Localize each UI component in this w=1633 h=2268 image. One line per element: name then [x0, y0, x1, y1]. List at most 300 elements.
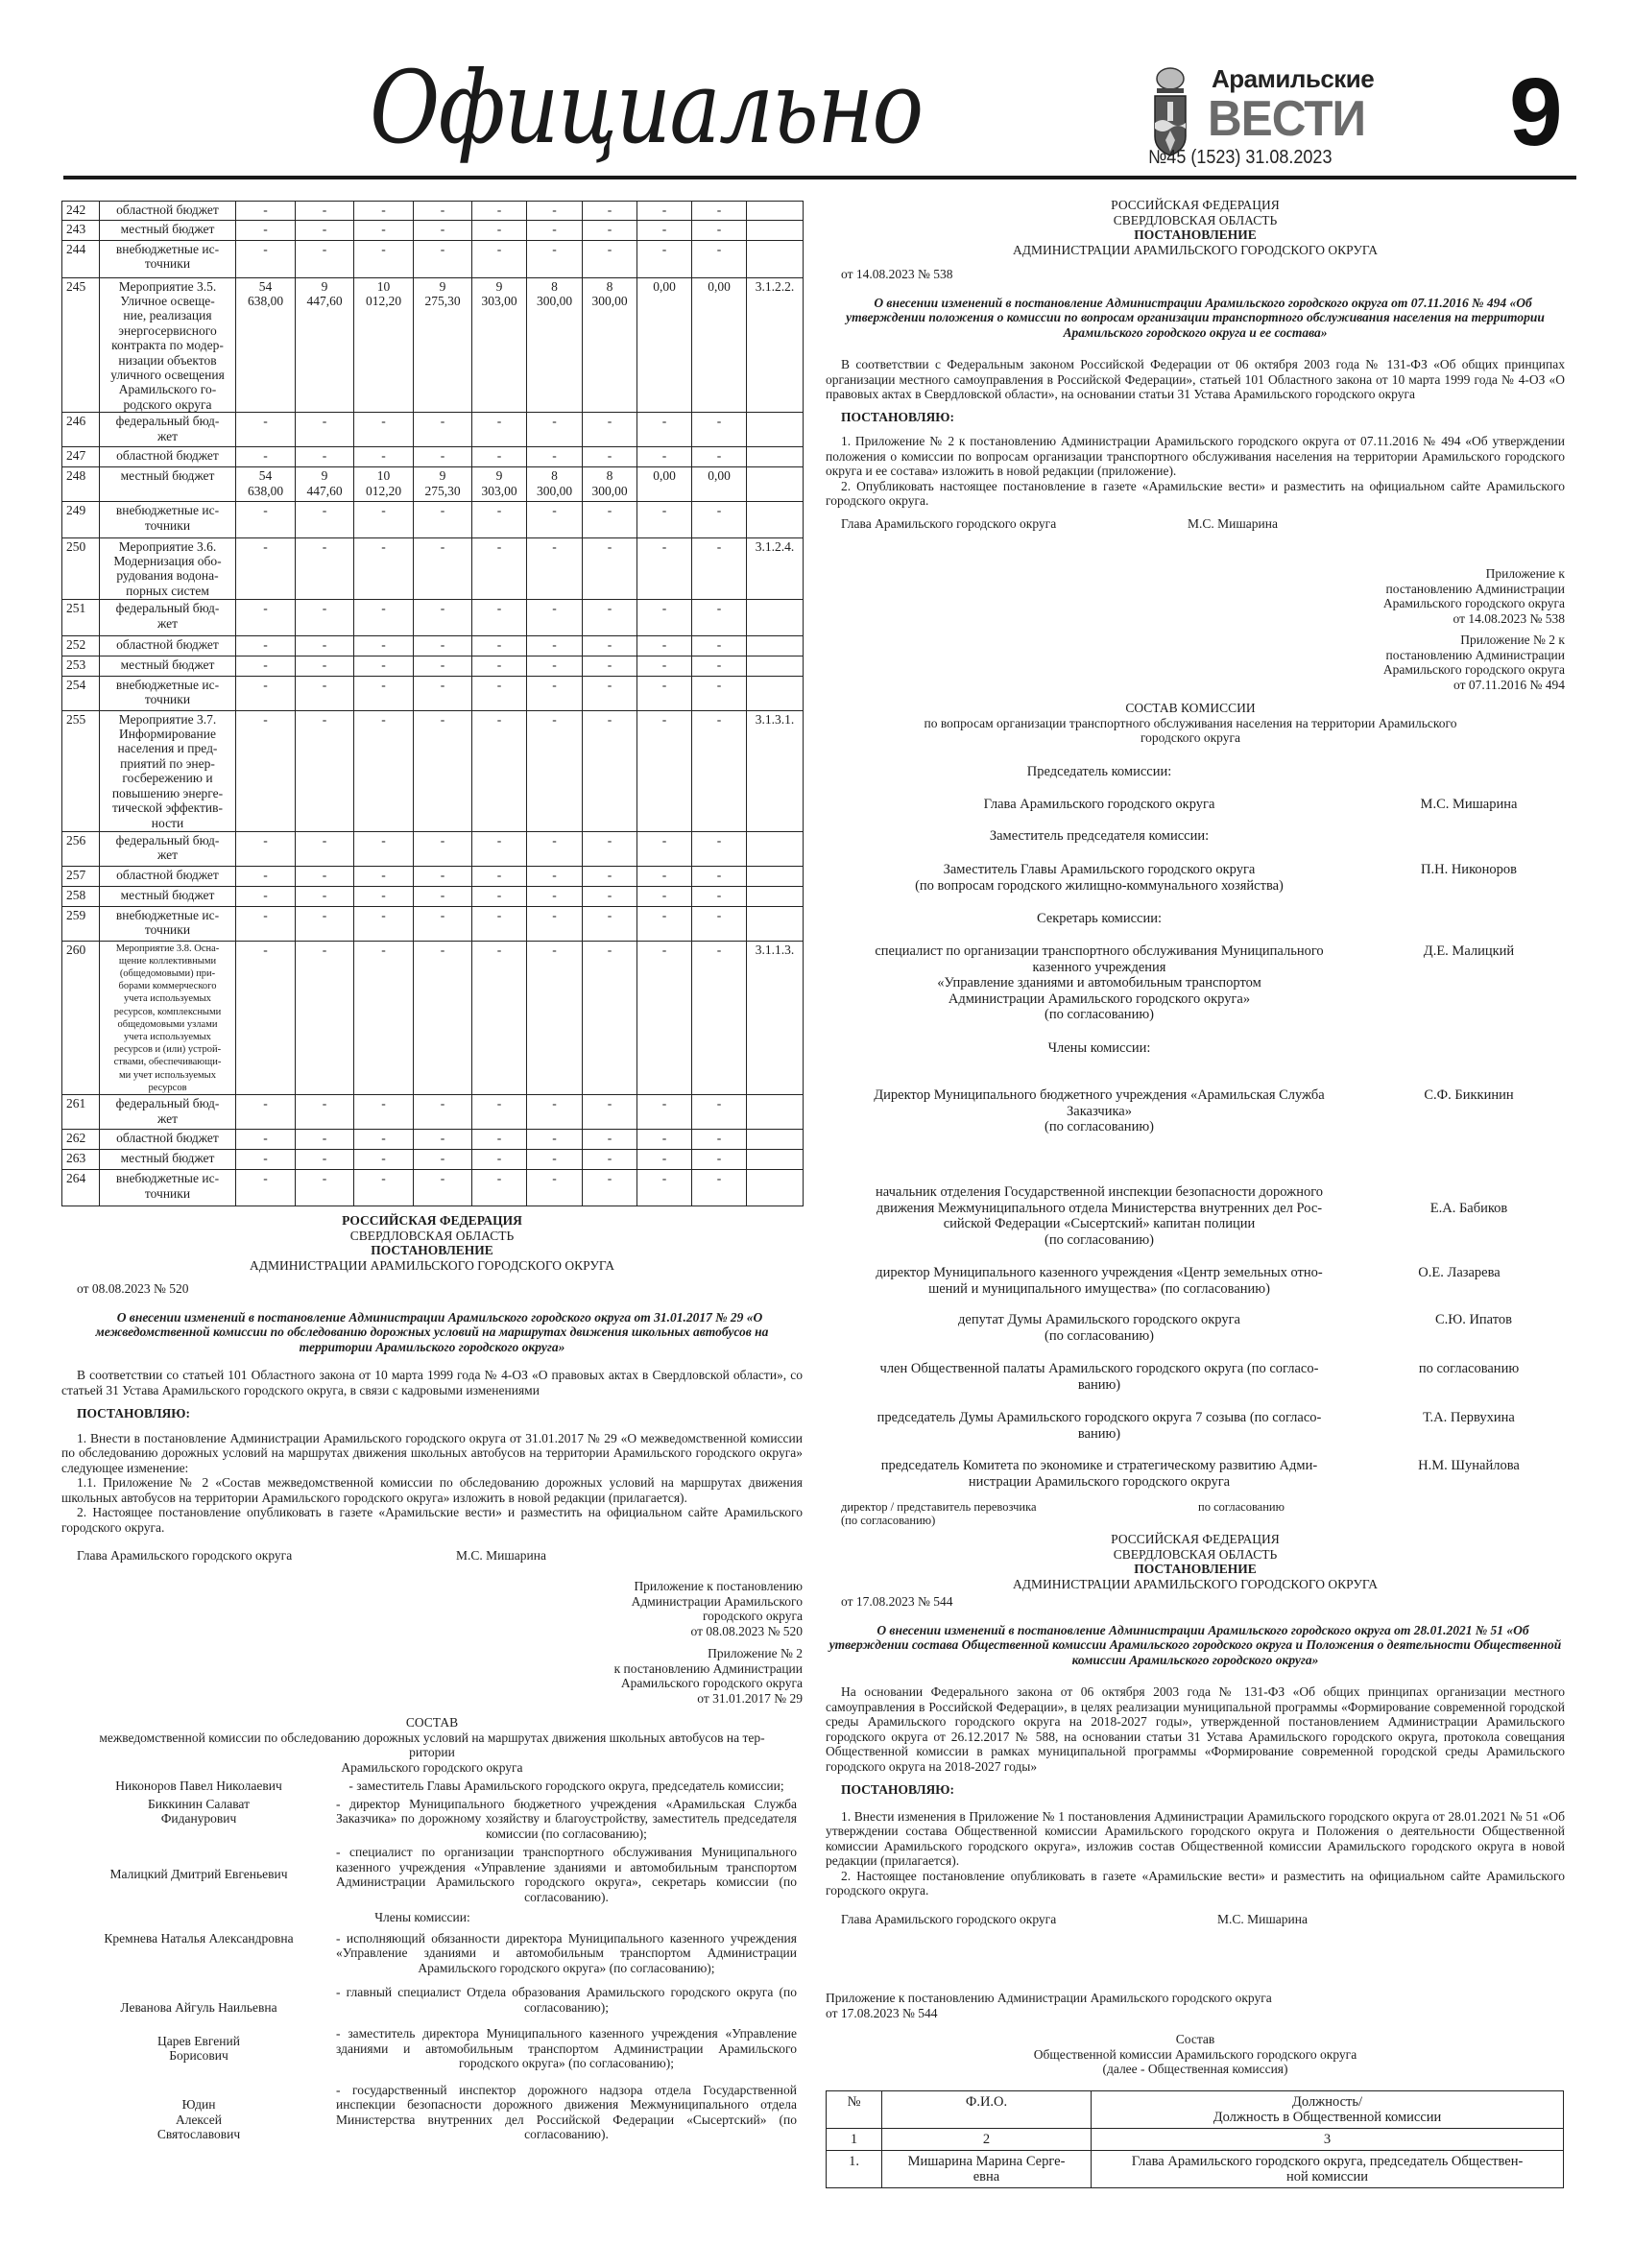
label-members: Члены комиссии:	[1047, 1040, 1151, 1056]
row-value: -	[583, 676, 637, 710]
row-value: 8 300,00	[583, 277, 637, 413]
heading-region: СВЕРДЛОВСКАЯ ОБЛАСТЬ	[1113, 212, 1278, 227]
row-value: -	[236, 676, 296, 710]
column-header: Должность/ Должность в Общественной комиссии	[1092, 2091, 1564, 2129]
entry-name: по согласованию	[1418, 1361, 1520, 1376]
row-value: -	[583, 1130, 637, 1150]
row-value: -	[583, 866, 637, 886]
row-value: -	[583, 220, 637, 240]
appendix-line: Арамильского городского округа	[620, 1676, 803, 1690]
row-value: 10 012,20	[354, 277, 414, 413]
row-value: -	[296, 941, 354, 1095]
row-name: внебюджетные ис- точники	[100, 676, 236, 710]
row-value: -	[637, 240, 692, 277]
row-value: -	[527, 941, 583, 1095]
row-value: 9 275,30	[414, 277, 472, 413]
entry-name: Т.А. Первухина	[1423, 1410, 1515, 1425]
row-code	[747, 1150, 804, 1170]
column-number: 3	[1092, 2129, 1564, 2151]
entry-role: председатель Думы Арамильского городского округа 7 созыва (по согласо- ванию)	[877, 1410, 1322, 1442]
doc538-preamble: В соответствии с Федеральным законом Российской Федерации от 06 октября 2003 года № 131-ФЗ «Об общих принципах организации местного самоуправления в Российской Федерации», статьей 101 Областного закона от 10 марта 1999 года № 4-ОЗ «О правовых актах в Свердловской области», на основании статьи 31 Устава Арамильского городского округа	[826, 357, 1565, 401]
row-number: 242	[62, 202, 100, 221]
member-role: - специалист по организации транспортного обслуживания Муниципального казенного учреждения «Управление зданиями и автомобильным транспортом Администрации Арамильского городского округа», секретарь комиссии (по согласованию).	[336, 1845, 797, 1904]
row-value: -	[637, 1150, 692, 1170]
doc520-date: от 08.08.2023 № 520	[77, 1281, 189, 1296]
doc538-item-2: 2. Опубликовать настоящее постановление в газете «Арамильские вести» и разместить на официальном сайте Арамильского городского округа.	[826, 478, 1565, 508]
composition-subtitle: Общественной комиссии Арамильского городского округа	[1033, 2046, 1357, 2062]
appendix-line: от 14.08.2023 № 538	[1453, 610, 1565, 626]
appendix-line: Арамильского городского округа	[1382, 662, 1565, 677]
row-value: -	[472, 1130, 527, 1150]
row-value: -	[354, 831, 414, 866]
row-value: -	[414, 220, 472, 240]
row-code	[747, 1095, 804, 1130]
row-value: -	[527, 240, 583, 277]
entry-role: начальник отделения Государственной инспекции безопасности дорожного движения Межмуниципального отдела Министерства внутренних дел Рос- сийской Федерации «Сысертский» капитан полиции (по согласованию)	[875, 1184, 1324, 1248]
heading-country: РОССИЙСКАЯ ФЕДЕРАЦИЯ	[342, 1213, 522, 1228]
row-value: -	[296, 202, 354, 221]
row-value: -	[583, 941, 637, 1095]
label-chair: Председатель комиссии:	[1026, 764, 1172, 779]
doc520-title: О внесении изменений в постановление Администрации Арамильского городского округа от 31.01.2017 № 29 «О межведомственной комиссии по обследованию дорожных условий на маршрутах движения школьных автобусов на территории Арамильского городского округа»	[95, 1309, 769, 1354]
appendix-line: городского округа	[702, 1609, 803, 1623]
member-row	[61, 1845, 803, 1904]
entry-role: председатель Комитета по экономике и стратегическому развитию Адми- нистрации Арамильского городского округа	[880, 1458, 1318, 1490]
row-value: -	[296, 886, 354, 906]
row-name: местный бюджет	[100, 467, 236, 502]
heading-doc-type: ПОСТАНОВЛЕНИЕ	[371, 1243, 493, 1257]
doc544-sign-name: М.С. Мишарина	[1217, 1911, 1308, 1926]
row-value: -	[583, 886, 637, 906]
doc538-item-1: 1. Приложение № 2 к постановлению Администрации Арамильского городского округа от 07.11.2016 № 494 «Об утверждении положения о комиссии по вопросам организации транспортного обслуживания населения на территории Арамильского городского округа и ее состава» изложить в новой редакции (приложение).	[826, 434, 1565, 478]
doc538-items	[826, 434, 1565, 509]
appendix-line: Приложение к	[1485, 566, 1565, 581]
entry-role: Заместитель Главы Арамильского городского округа (по вопросам городского жилищно-коммунального хозяйства)	[915, 862, 1284, 894]
doc520-items	[61, 1431, 803, 1536]
table-row	[62, 676, 804, 710]
row-value: -	[236, 886, 296, 906]
header-rule	[63, 176, 1576, 179]
doc538-composition-heading	[864, 701, 1517, 746]
row-value: -	[527, 710, 583, 831]
doc544-items	[826, 1809, 1565, 1898]
row-name: местный бюджет	[100, 1150, 236, 1170]
row-code	[747, 502, 804, 538]
row-value: -	[637, 537, 692, 600]
row-number: 250	[62, 537, 100, 600]
member-row	[61, 2026, 803, 2071]
row-value: -	[236, 413, 296, 447]
doc544-resolve: ПОСТАНОВЛЯЮ:	[841, 1782, 954, 1797]
member-name: Кремнева Наталья Александровна	[104, 1930, 294, 1946]
row-value: 9 275,30	[414, 467, 472, 502]
member-role: - главный специалист Отдела образования Арамильского городского округа (по согласованию);	[336, 1985, 797, 2015]
row-value: -	[692, 1150, 747, 1170]
row-value: -	[236, 240, 296, 277]
row-value: -	[354, 635, 414, 656]
member-name: Леванова Айгуль Наильевна	[120, 1999, 277, 2015]
row-value: -	[296, 831, 354, 866]
row-value: -	[692, 866, 747, 886]
table-header-row	[827, 2091, 1564, 2129]
row-code	[747, 600, 804, 636]
composition-subtitle: ритории	[409, 1745, 455, 1759]
row-number: 252	[62, 635, 100, 656]
row-value: -	[472, 941, 527, 1095]
row-value: -	[527, 906, 583, 941]
row-value: -	[414, 676, 472, 710]
doc538-title: О внесении изменений в постановление Администрации Арамильского городского округа от 07.11.2016 № 494 «Об утверждении положения о комиссии по вопросам организации транспортного обслуживания населения на территории Арамильского городского округа и ее состава»	[846, 295, 1545, 340]
row-value: -	[583, 831, 637, 866]
row-value: -	[472, 886, 527, 906]
budget-table	[61, 201, 804, 1206]
row-code	[747, 1170, 804, 1206]
row-value: -	[236, 941, 296, 1095]
appendix-line: Арамильского городского округа	[1382, 596, 1565, 610]
table-row	[62, 413, 804, 447]
row-name: федеральный бюд- жет	[100, 831, 236, 866]
row-value: -	[414, 202, 472, 221]
row-value: -	[236, 656, 296, 676]
row-value: -	[414, 447, 472, 467]
row-value: 0,00	[692, 277, 747, 413]
section-title: Официально	[370, 49, 923, 166]
row-value: -	[583, 656, 637, 676]
row-code	[747, 886, 804, 906]
row-code	[747, 906, 804, 941]
row-value: -	[472, 710, 527, 831]
row-name: местный бюджет	[100, 656, 236, 676]
row-value: -	[472, 1170, 527, 1206]
member-row	[61, 1985, 803, 2015]
composition-subtitle: (далее - Общественная комиссия)	[1102, 2062, 1288, 2076]
row-value: -	[296, 1095, 354, 1130]
member-name: Царев Евгений Борисович	[157, 2033, 240, 2064]
row-value: -	[296, 600, 354, 636]
row-value: -	[637, 941, 692, 1095]
row-value: 0,00	[637, 467, 692, 502]
table-row	[62, 1170, 804, 1206]
table-cell: Мишарина Марина Серге- евна	[882, 2151, 1092, 2188]
member-name: Биккинин Салават Фиданурович	[148, 1796, 250, 1826]
table-row	[62, 941, 804, 1095]
row-value: -	[414, 1130, 472, 1150]
row-name: областной бюджет	[100, 1130, 236, 1150]
heading-doc-type: ПОСТАНОВЛЕНИЕ	[1134, 227, 1257, 242]
row-value: -	[354, 220, 414, 240]
row-number: 254	[62, 676, 100, 710]
row-value: -	[414, 866, 472, 886]
row-value: -	[583, 240, 637, 277]
row-value: -	[236, 447, 296, 467]
row-value: -	[354, 941, 414, 1095]
row-value: -	[527, 1095, 583, 1130]
row-code	[747, 866, 804, 886]
row-value: -	[692, 220, 747, 240]
column-header: №	[827, 2091, 882, 2129]
row-value: -	[236, 866, 296, 886]
row-value: -	[472, 537, 527, 600]
row-number: 245	[62, 277, 100, 413]
row-code: 3.1.2.4.	[747, 537, 804, 600]
row-value: -	[692, 941, 747, 1095]
row-value: -	[637, 635, 692, 656]
doc520-preamble: В соответствии со статьей 101 Областного закона от 10 марта 1999 года № 4-ОЗ «О правовых актах в Свердловской области», со статьей 31 Устава Арамильского городского округа, в связи с кадровыми изменениями	[61, 1368, 803, 1397]
row-code	[747, 413, 804, 447]
row-value: -	[637, 502, 692, 538]
row-value: -	[472, 831, 527, 866]
appendix-line: от 08.08.2023 № 520	[690, 1623, 803, 1638]
row-value: 9 303,00	[472, 277, 527, 413]
row-value: -	[583, 447, 637, 467]
appendix-line: к постановлению Администрации	[613, 1660, 803, 1676]
row-value: -	[296, 710, 354, 831]
appendix-line: от 31.01.2017 № 29	[697, 1690, 803, 1706]
row-value: -	[236, 1150, 296, 1170]
row-value: -	[236, 600, 296, 636]
table-row	[62, 1130, 804, 1150]
entry-name: О.Е. Лазарева	[1418, 1265, 1501, 1280]
row-value: 0,00	[637, 277, 692, 413]
row-value: -	[472, 502, 527, 538]
row-value: -	[354, 676, 414, 710]
newspaper-logo-top: Арамильские	[1212, 64, 1375, 93]
appendix-line: постановлению Администрации	[1385, 581, 1565, 596]
row-value: -	[472, 866, 527, 886]
row-value: -	[236, 220, 296, 240]
row-value: -	[354, 537, 414, 600]
members-heading: Члены комиссии:	[374, 1910, 470, 1924]
member-role: - заместитель Главы Арамильского городского округа, председатель комиссии;	[348, 1779, 784, 1793]
doc520-appendix-2	[419, 1646, 803, 1706]
row-value: -	[583, 413, 637, 447]
doc544-body	[826, 1594, 1565, 1926]
row-number: 263	[62, 1150, 100, 1170]
table-row	[62, 600, 804, 636]
row-value: -	[527, 1150, 583, 1170]
row-code	[747, 467, 804, 502]
doc520-sign-name: М.С. Мишарина	[456, 1548, 546, 1563]
doc538-body	[826, 267, 1565, 531]
row-name: федеральный бюд- жет	[100, 600, 236, 636]
row-name: Мероприятие 3.5. Уличное освеще- ние, реализация энергосервисного контракта по модер- низации объектов уличного освещения Арамильского го- родского округа	[100, 277, 236, 413]
row-value: -	[354, 656, 414, 676]
row-value: -	[414, 502, 472, 538]
doc538-resolve: ПОСТАНОВЛЯЮ:	[841, 409, 954, 424]
doc544-signature	[826, 1912, 1565, 1927]
row-name: федеральный бюд- жет	[100, 413, 236, 447]
member-row	[61, 1931, 803, 1976]
row-value: -	[236, 1095, 296, 1130]
row-number: 261	[62, 1095, 100, 1130]
row-value: -	[414, 635, 472, 656]
row-value: -	[583, 202, 637, 221]
row-number: 255	[62, 710, 100, 831]
row-value: -	[583, 600, 637, 636]
row-number: 256	[62, 831, 100, 866]
table-row	[62, 240, 804, 277]
table-row	[62, 1150, 804, 1170]
doc520-appendix-1	[419, 1579, 803, 1638]
heading-authority: АДМИНИСТРАЦИИ АРАМИЛЬСКОГО ГОРОДСКОГО ОКРУГА	[250, 1257, 614, 1273]
row-value: -	[583, 906, 637, 941]
entry-name: Е.А. Бабиков	[1429, 1201, 1508, 1216]
row-number: 243	[62, 220, 100, 240]
row-value: -	[472, 906, 527, 941]
row-value: -	[692, 240, 747, 277]
row-value: -	[692, 1095, 747, 1130]
table-row	[62, 1095, 804, 1130]
heading-country: РОССИЙСКАЯ ФЕДЕРАЦИЯ	[1111, 1532, 1280, 1546]
composition-subtitle: межведомственной комиссии по обследованию дорожных условий на маршрутах движения школьных автобусов на тер-	[99, 1730, 765, 1745]
row-value: -	[414, 941, 472, 1095]
row-value: -	[527, 886, 583, 906]
row-value: -	[637, 676, 692, 710]
row-value: -	[583, 537, 637, 600]
row-value: -	[236, 502, 296, 538]
row-value: -	[692, 710, 747, 831]
row-value: -	[296, 537, 354, 600]
newspaper-logo-main: ВЕСТИ	[1208, 91, 1366, 147]
row-value: -	[472, 635, 527, 656]
row-number: 248	[62, 467, 100, 502]
row-code	[747, 240, 804, 277]
row-value: -	[414, 906, 472, 941]
row-name: внебюджетные ис- точники	[100, 1170, 236, 1206]
row-value: -	[692, 447, 747, 467]
row-value: -	[692, 676, 747, 710]
doc544-heading	[826, 1532, 1565, 1591]
row-value: -	[637, 1170, 692, 1206]
row-value: -	[354, 906, 414, 941]
row-number: 249	[62, 502, 100, 538]
row-code	[747, 831, 804, 866]
row-value: -	[527, 447, 583, 467]
composition-title: СОСТАВ КОМИССИИ	[1125, 701, 1256, 715]
table-row	[62, 537, 804, 600]
row-value: 9 303,00	[472, 467, 527, 502]
row-value: -	[236, 202, 296, 221]
doc520-body	[61, 1281, 803, 1564]
row-value: -	[527, 502, 583, 538]
row-value: -	[527, 1130, 583, 1150]
row-value: -	[527, 676, 583, 710]
row-value: -	[296, 1130, 354, 1150]
row-name: областной бюджет	[100, 447, 236, 467]
row-name: внебюджетные ис- точники	[100, 906, 236, 941]
doc538-heading	[826, 198, 1565, 257]
row-value: -	[583, 502, 637, 538]
row-number: 247	[62, 447, 100, 467]
row-value: -	[414, 240, 472, 277]
row-code	[747, 676, 804, 710]
doc544-title: О внесении изменений в постановление Администрации Арамильского городского округа от 28.01.2021 № 51 «Об утверждении состава Общественной комиссии Арамильского городского округа и Положения о деятельности Общественной комиссии Арамильского городского округа»	[829, 1622, 1562, 1667]
row-value: -	[414, 710, 472, 831]
heading-authority: АДМИНИСТРАЦИИ АРАМИЛЬСКОГО ГОРОДСКОГО ОКРУГА	[1013, 1576, 1378, 1591]
row-value: -	[296, 220, 354, 240]
doc520-resolve: ПОСТАНОВЛЯЮ:	[77, 1406, 190, 1420]
row-value: 54 638,00	[236, 277, 296, 413]
member-row	[61, 1779, 803, 1794]
doc544-sign-role: Глава Арамильского городского округа	[841, 1911, 1057, 1926]
row-value: -	[472, 202, 527, 221]
column-header: Ф.И.О.	[882, 2091, 1092, 2129]
table-row	[827, 2151, 1564, 2188]
row-value: -	[527, 537, 583, 600]
row-value: -	[637, 1130, 692, 1150]
table-row	[62, 656, 804, 676]
entry-role: член Общественной палаты Арамильского городского округа (по согласо- ванию)	[879, 1361, 1319, 1393]
composition-title: Состав	[1175, 2032, 1215, 2046]
composition-title: СОСТАВ	[405, 1715, 459, 1730]
row-value: -	[354, 1170, 414, 1206]
row-value: -	[354, 710, 414, 831]
row-value: -	[354, 1095, 414, 1130]
row-value: -	[527, 220, 583, 240]
row-value: -	[527, 635, 583, 656]
row-value: -	[354, 1150, 414, 1170]
row-value: -	[692, 537, 747, 600]
table-row	[62, 502, 804, 538]
row-code	[747, 1130, 804, 1150]
row-code	[747, 220, 804, 240]
row-value: -	[296, 1150, 354, 1170]
doc538-sign-name: М.С. Мишарина	[1188, 515, 1278, 531]
row-value: -	[296, 502, 354, 538]
row-value: -	[692, 600, 747, 636]
row-value: 9 447,60	[296, 277, 354, 413]
row-code: 3.1.2.2.	[747, 277, 804, 413]
row-value: -	[296, 866, 354, 886]
doc544-appendix: Приложение к постановлению Администрации Арамильского городского округа от 17.08.2023 № 544	[826, 1991, 1272, 2020]
row-value: -	[472, 600, 527, 636]
row-value: 9 447,60	[296, 467, 354, 502]
member-name: Никоноров Павел Николаевич	[115, 1779, 282, 1793]
row-value: -	[527, 656, 583, 676]
entry-name: С.Ю. Ипатов	[1435, 1312, 1512, 1327]
row-value: -	[414, 1170, 472, 1206]
row-number: 260	[62, 941, 100, 1095]
row-value: 8 300,00	[583, 467, 637, 502]
page-number: 9	[1509, 59, 1563, 166]
row-name: местный бюджет	[100, 220, 236, 240]
row-value: -	[527, 202, 583, 221]
heading-doc-type: ПОСТАНОВЛЕНИЕ	[1134, 1562, 1257, 1576]
table-row	[62, 202, 804, 221]
table-row	[62, 277, 804, 413]
row-name: внебюджетные ис- точники	[100, 502, 236, 538]
table-row	[62, 467, 804, 502]
row-name: федеральный бюд- жет	[100, 1095, 236, 1130]
doc538-signature	[826, 516, 1565, 532]
row-value: -	[236, 831, 296, 866]
doc520-members	[61, 1779, 803, 2142]
carrier-name: по согласованию	[1198, 1500, 1285, 1514]
public-commission-table	[826, 2090, 1564, 2188]
row-value: -	[692, 202, 747, 221]
doc520-item-1: 1. Внести в постановление Администрации Арамильского городского округа от 31.01.2017 № 29 «О межведомственной комиссии по обследованию дорожных условий на маршрутах движения школьных автобусов на территории Арамильского городского округа» следующее изменение:	[61, 1430, 803, 1475]
row-name: областной бюджет	[100, 202, 236, 221]
row-value: -	[472, 1150, 527, 1170]
member-name: Юдин Алексей Святославович	[156, 2097, 241, 2141]
label-deputy: Заместитель председателя комиссии:	[989, 828, 1210, 844]
appendix-line: Приложение № 2	[708, 1646, 803, 1660]
row-value: -	[296, 413, 354, 447]
table-row	[62, 886, 804, 906]
row-value: -	[296, 635, 354, 656]
coat-of-arms-icon	[1152, 67, 1189, 158]
row-value: -	[637, 866, 692, 886]
